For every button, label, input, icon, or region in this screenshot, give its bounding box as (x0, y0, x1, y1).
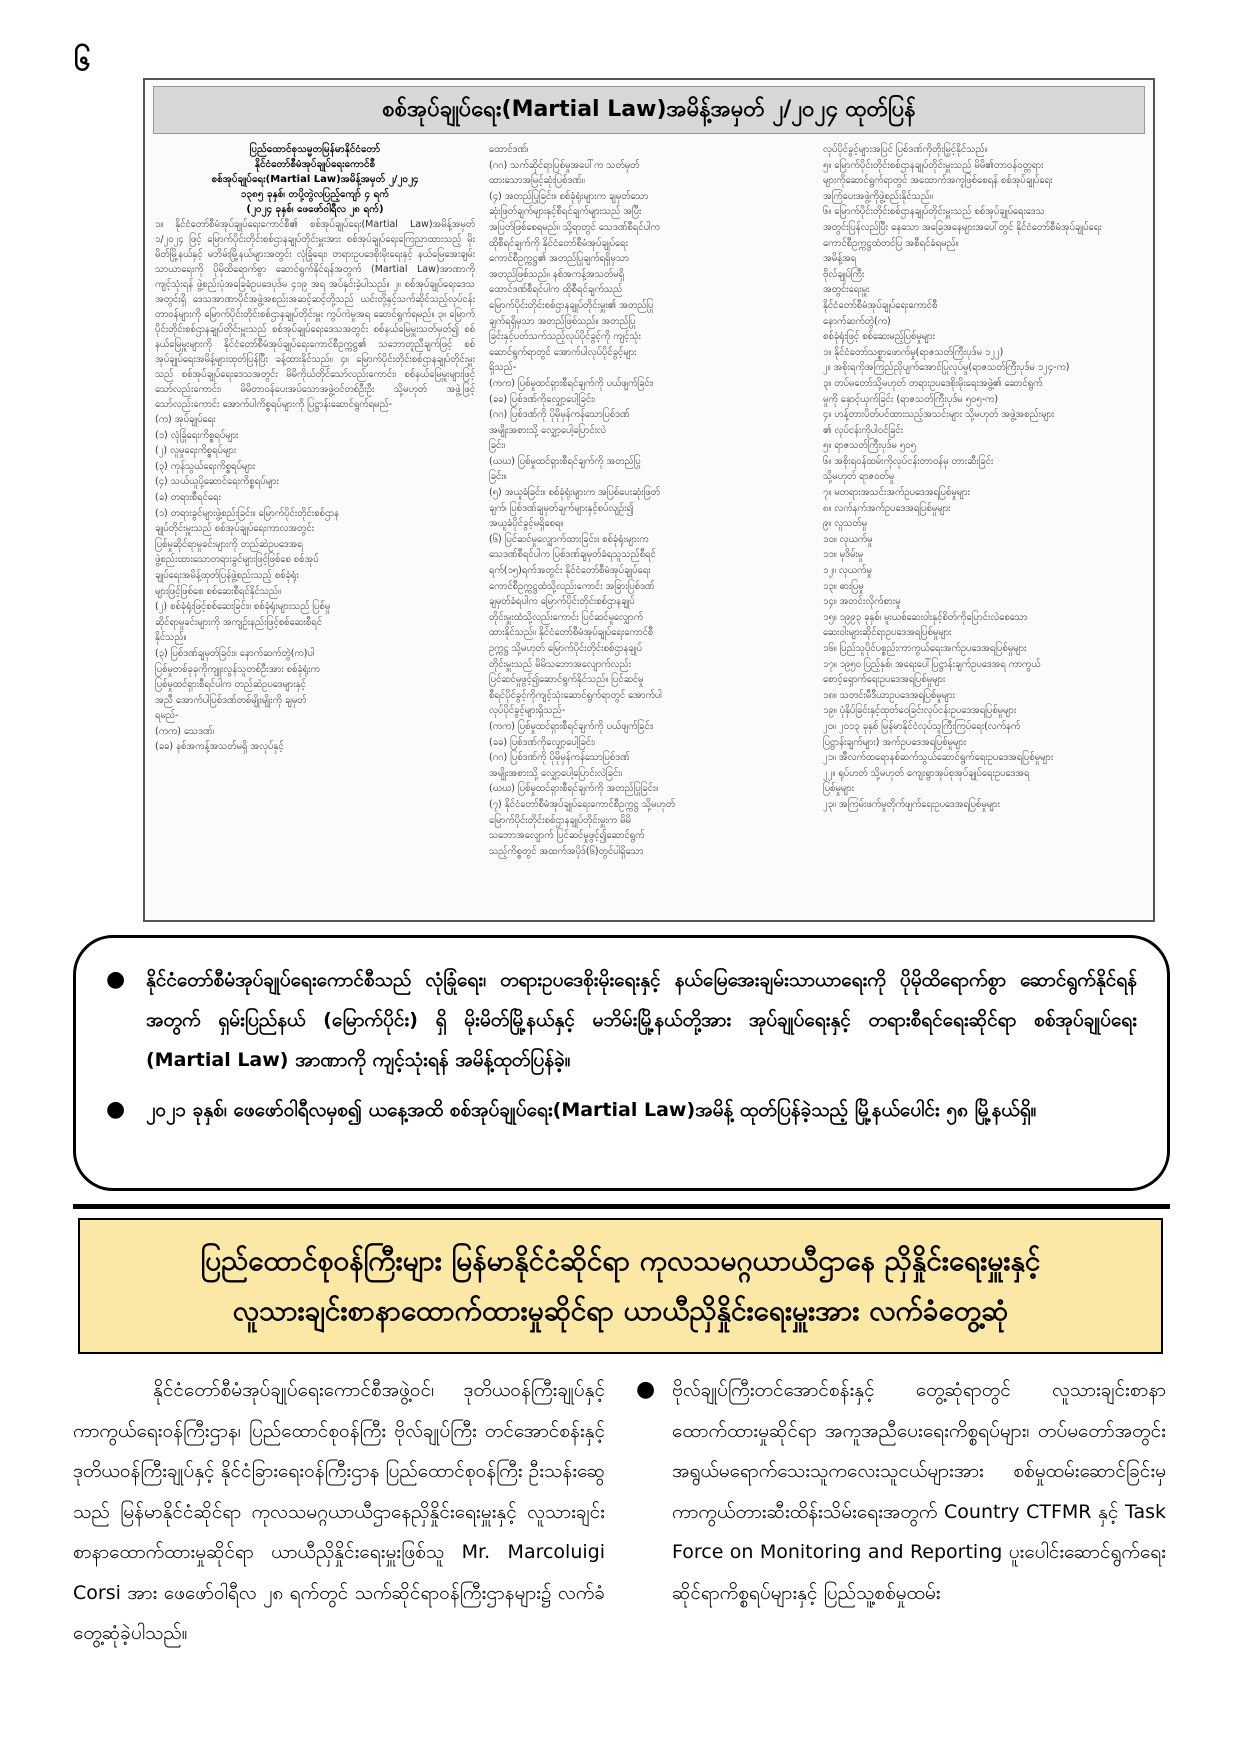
gazette-list-line: ဥက္ကဋ္ဌ သို့မဟုတ် မြောက်ပိုင်းတိုင်းစစ်ဌာနချုပ် (489, 643, 642, 654)
gazette-list-line: ချက်ရရှိမှသာ အတည်ဖြစ်သည်။ အတည်ပြု (489, 315, 636, 327)
gazette-list-line: ၁၆။ ပြည်သူပိုင်ပစ္စည်းကာကွယ်ရေးအက်ဥပဒေအရပြစ်မှုများ (823, 643, 1027, 654)
gazette-list-line: ၁၂။ လုယက်မှု (823, 565, 872, 577)
gazette-list-line: အတွင်းရေးမှူး (823, 284, 870, 296)
gazette-list-line: ပြဋ္ဌာန်းချက်များ) အက်ဥပဒေအရပြစ်မှုများ (823, 736, 967, 748)
gazette-list-line: လုပ်ပိုင်ခွင့်များရှိသည်- (489, 705, 566, 717)
gazette-list-line: ရက်(၁၅)ရက်အတွင်း နိုင်ငံတော်စီမံအုပ်ချုပ်ရေး (489, 565, 651, 577)
gazette-list-line: ၏ လုပ်ငန်းကိုပါဝင်ခြင်း (823, 424, 903, 436)
article-right-paragraph: ဗိုလ်ချုပ်ကြီးတင်အောင်စန်းနှင့် တွေ့ဆုံရာတွင် လူသားချင်းစာနာထောက်ထားမှုဆိုင်ရာ အကူအညီပေးရေးကိစ္စရပ်များ၊ တပ်မတော်အတွင်း အရွယ်မရောက်သေးသူကလေးသူငယ်များအား စစ်မှုထမ်းဆောင်ခြင်းမှ ကာကွယ်တားဆီးထိန်းသိမ်းရေးအတွက် Country CTFMR နှင့် Task Force on Monitoring and Reporting ပူးပေါင်းဆောင်ရွက်ရေးဆိုင်ရာကိစ္စရပ်များနှင့် ပြည်သူ့စစ်မှုထမ်း (672, 1379, 1166, 1604)
gazette-list-line: (ခခ) ပြစ်ဒဏ်ကိုလျှော့ပေါ့ခြင်း၊ (489, 736, 595, 748)
gazette-list-line: နိုင်ငံတော်စီမံအုပ်ချုပ်ရေးကောင်စီ (823, 299, 938, 311)
gazette-list-line: ချုပ်တိုင်းမှူးသည် စစ်အုပ်ချုပ်ရေးကာလအတွင်း (155, 523, 315, 535)
gazette-list-line: ဖွဲ့စည်းထားသောတရားခွင်များဖြင့်ဖြစ်စေ စစ်အုပ် (155, 554, 319, 566)
gazette-list-line: ၄။ ဟန့်တားပိတ်ပင်ထားသည့်အသင်းများ သို့မဟုတ် အဖွဲ့အစည်းများ (823, 409, 1055, 421)
gazette-list-line: တိုင်းမှူးသည် မိမိသဘောအလျောက်လည်း (489, 658, 632, 670)
gazette-list-line: ထိုစီရင်ချက်ကို နိုင်ငံတော်စီမံအုပ်ချုပ်ရေး (489, 237, 629, 249)
gazette-list-line: ပြစ်မှုထင်ရှားစီရင်ပါက တည်ဆဲဥပဒေများနှင့် (155, 679, 306, 691)
gazette-list-line: ၁၈။ သတင်းမီဒီယာဥပဒေအရပြစ်မှုများ (823, 689, 955, 701)
summary-item (106, 1090, 1137, 1130)
bullet-icon: ● (106, 967, 126, 992)
summary-item (106, 960, 1137, 1080)
gazette-list-line: အမျိုးအစားသို့ လျှော့ပေါ့ပြောင်းလဲခြင်း၊ (489, 767, 623, 779)
gazette-list-line: ၁၅။ ၁၉၉၃ ခုနှစ်၊ မူးယစ်ဆေးဝါးနှင့်စိတ်ကိုပြောင်းလဲစေသော (823, 611, 1028, 623)
gazette-list-line: (ကက) ပြစ်မှုထင်ရှားစီရင်ချက်ကို ပယ်ဖျက်ခြင်း၊ (489, 720, 654, 732)
gazette-list-line: ၁၃။ ဓားပြမှု (823, 580, 864, 592)
gazette-list-line: ပြစ်မှုတစ်ခုခုကိုကျူးလွန်သူတစ်ဦးအား စစ်ခုံရုံးက (155, 663, 320, 675)
gazette-list-line: (၃) ကုန်သွယ်ရေးကိစ္စရပ်များ (155, 460, 256, 472)
gazette-header-line: စစ်အုပ်ချုပ်ရေး(Martial Law)အမိန့်အမှတ် ၂/၂၀၂၄ (211, 174, 419, 185)
gazette-list-line: အညီ အောက်ပါပြစ်ဒဏ်တစ်မျိုးမျိုးကို ချမှတ် (155, 694, 307, 706)
gazette-list-line: သေဒဏ်စီရင်ပါက ပြစ်ဒဏ်ချမှတ်ခံရသူသည်စီရင် (489, 549, 656, 561)
gazette-list-line: ချုပ်ရေးအမိန့်ထုတ်ပြန်ဖွဲ့စည်းသည့် စစ်ခုံရုံး (155, 569, 299, 581)
gazette-list-line: အမျိုးအစားသို့ လျှော့ပေါ့ပြောင်းလဲ (489, 424, 606, 436)
gazette-list-line: ၉။ လူသတ်မှု (823, 518, 868, 530)
gazette-column-1 (155, 142, 475, 922)
headline-box (78, 1218, 1163, 1354)
gazette-list-line: ပြစ်မှုများ (823, 783, 855, 795)
gazette-list-line: (ဃဃ) ပြစ်မှုထင်ရှားစီရင်ချက်ကို အတည်ပြု (489, 455, 641, 467)
bullet-icon: ● (636, 1377, 656, 1402)
gazette-list-line: ထားသောအမြင့်ဆုံးပြစ်ဒဏ်။ (489, 175, 585, 187)
gazette-list-line: ၁၉။ ပုံနှိပ်ခြင်းနှင့်ထုတ်ဝေခြင်းလုပ်ငန်းဥပဒေအရပြစ်မှုများ (823, 705, 1017, 717)
gazette-list-line: ထောင်ဒဏ်၊ (489, 144, 529, 155)
gazette-list-line: ၇။ မတရားအသင်းအက်ဥပဒေအရပြစ်မှုများ (823, 487, 970, 499)
gazette-list-line: သည့်ကိစ္စတွင် အထက်အပိုဒ်(၆)တွင်ပါရှိသော (489, 845, 644, 857)
gazette-list-line: ၅။ ရာဇသတ်ကြီးပုဒ်မ ၅၀၅ (823, 440, 916, 452)
gazette-list-line: (ဂဂ) ပြစ်ဒဏ်ကို ပိုမိုမှန်ကန်သောပြစ်ဒဏ် (489, 752, 630, 764)
gazette-column-3 (823, 142, 1143, 922)
gazette-list-line: မြောက်ပိုင်းတိုင်းစစ်ဌာနချုပ်တိုင်းမှူးက မိမိ (489, 814, 631, 826)
gazette-header-line: ပြည်ထောင်စုသမ္မတမြန်မာနိုင်ငံတော် (249, 144, 381, 155)
gazette-list-line: ကောင်စီဥက္ကဋ္ဌထံသို့လည်းကောင်း အခြားပြစ်ဒဏ် (489, 580, 655, 592)
gazette-list-line: (၁) တရားခွင်များဖွဲ့စည်းခြင်း။ မြောက်ပိုင်းတိုင်းစစ်ဌာန (155, 507, 339, 519)
gazette-list-line: ၁။ နိုင်ငံတော်သစ္စာဖောက်မှု(ရာဇသတ်ကြီးပုဒ်မ ၁၂၂) (823, 346, 1004, 358)
gazette-list-line: ပြင်ဆင်မှုဖွင့်၍ဆောင်ရွက်နိုင်သည်။ ပြင်ဆင်မှု (489, 674, 644, 686)
gazette-list-line: ၆။ မြောက်ပိုင်းတိုင်းစစ်ဌာနချုပ်တိုင်းမှူးသည် စစ်အုပ်ချုပ်ရေးဒေသ (823, 206, 1045, 218)
gazette-list-line: အယူခံပိုင်ခွင့်မရှိစေရ။ (489, 518, 564, 530)
gazette-list-line: နောက်ဆက်တွဲ(က) (823, 315, 891, 327)
gazette-list-line: တိုင်းမှူးထံသို့လည်းကောင်း ပြင်ဆင်မှုလျှောက် (489, 611, 644, 623)
gazette-list-line: များဖြင့်ဖြစ်စေ စစ်ဆေးစီရင်နိုင်သည်။ (155, 585, 281, 597)
gazette-list-line: ထောင်ဒဏ်စီရင်ပါက ထိုစီရင်ချက်သည် (489, 284, 623, 296)
gazette-list-line: နိုင်သည်။ (155, 632, 187, 644)
gazette-list-line: (၄) အတည်ပြုခြင်း။ စစ်ခုံရုံးများက ချမှတ်သော (489, 190, 649, 202)
gazette-list-line: (ခခ) နစ်အကန့်အသတ်မရှိ အလုပ်နှင့် (155, 741, 284, 753)
gazette-list-line: ကောင်စီဥက္ကဋ္ဌထံတင်ပြ အစီရင်ခံရမည်။ (823, 237, 959, 249)
bullet-icon: ● (106, 1097, 126, 1122)
gazette-list-line: မှုကို နှောင့်ယှက်ခြင်း (ရာဇသတ်ကြီးပုဒ်မ ၅၀၅-က) (823, 393, 999, 405)
gazette-image (143, 78, 1155, 922)
gazette-list-line: လုပ်ပိုင်ခွင့်များအပြင် ပြစ်ဒဏ်ကိုတိုးမြှင့်နိုင်သည်။ (823, 144, 988, 155)
gazette-list-line: ထားနိုင်သည်။ နိုင်ငံတော်စီမံအုပ်ချုပ်ရေးကောင်စီ (489, 627, 654, 639)
gazette-header-line: နိုင်ငံတော်စီမံအုပ်ချုပ်ရေးကောင်စီ (254, 159, 376, 170)
gazette-list-line: (ဂဂ) သက်ဆိုင်ရာပြစ်မှုအပေါ်က သတ်မှတ် (489, 159, 640, 171)
gazette-list-line: ၈။ လက်နက်အက်ဥပဒေအရပြစ်မှုများ (823, 502, 951, 514)
gazette-list-line: အတည်ဖြစ်သည်။ နစ်အကန့်အသတ်မရှိ (489, 268, 625, 280)
gazette-list-line: ခြင်းနှင့်ပတ်သက်သည့်လုပ်ပိုင်ခွင့်ကို ကျင့်သုံး (489, 331, 641, 343)
gazette-list-line: အမိန့်အရ (823, 253, 857, 265)
gazette-list-line: ၁၀။ လုယက်မှု (823, 533, 873, 545)
gazette-list-line: ခြင်း၊ (489, 440, 506, 452)
gazette-list-line: ၂၂။ ရုပ်ဟတ် သို့မဟုတ် ကျေးရွာအုပ်စုအုပ်ချုပ်ရေးဥပဒေအရ (823, 767, 1030, 779)
gazette-list-line: (၆) ပြင်ဆင်မှုလျှောက်ထားခြင်း။ စစ်ခုံရုံးများက (489, 533, 649, 545)
summary-box (73, 935, 1170, 1191)
gazette-list-line: (၄) သယ်ယူပို့ဆောင်ရေးကိစ္စရပ်များ (155, 476, 279, 488)
gazette-list-line: (၂) စစ်ခုံရုံးဖြင့်စစ်ဆေးခြင်း။ စစ်ခုံရုံးများသည် ပြစ်မှု (155, 601, 331, 613)
page-number: ၆ (74, 43, 91, 78)
gazette-list-line: အပြတ်ဖြစ်စေရမည်။ သို့ရာတွင် သေဒဏ်စီရင်ပါက (489, 221, 660, 233)
gazette-list-line: (၃) ပြစ်ဒဏ်ချမှတ်ခြင်း။ နောက်ဆက်တွဲ(က)ပါ (155, 647, 315, 659)
gazette-list-line: ကောင်စီဥက္ကဋ္ဌ၏ အတည်ပြုချက်ရရှိမှသာ (489, 253, 629, 265)
gazette-list-line: ၃။ တပ်မတော်သို့မဟုတ် တရားဥပဒေစိုးမိုးရေးအဖွဲ့၏ ဆောင်ရွက် (823, 377, 1043, 389)
gazette-list-line: ပြစ်မှုဆိုင်ရာမှုခင်းများကို တည်ဆဲဥပဒေအရ (155, 538, 303, 550)
gazette-list-line: ရှိသည်- (489, 362, 517, 374)
article-right-column (636, 1370, 1166, 1613)
gazette-header-line: ၁၃၈၅ ခုနှစ်၊ တပို့တွဲလပြည့်ကျော် ၄ ရက် (240, 189, 390, 200)
headline-line-2: လူသားချင်းစာနာထောက်ထားမှုဆိုင်ရာ ယာယီညှိနှိုင်းရေးမှူးအား လက်ခံတွေ့ဆုံ (232, 1294, 1009, 1327)
summary-text: ၂၀၂၁ ခုနှစ်၊ ဖေဖော်ဝါရီလမှစ၍ ယနေ့အထိ စစ်အုပ်ချုပ်ရေး(Martial Law)အမိန့် ထုတ်ပြန်ခဲ့သည့် မြို့နယ်ပေါင်း ၅၈ မြို့နယ်ရှိ။ (146, 1099, 1037, 1121)
gazette-list-line: (၁) လုံခြုံရေးကိစ္စရပ်များ (155, 429, 239, 441)
gazette-list-line: ၁၇။ ၁၉၅၀ ပြည့်နှစ်၊ အရေးပေါ်ပြဋ္ဌာန်းချက်ဥပဒေအရ ကာကွယ် (823, 658, 1041, 670)
gazette-col1-text: ၁။ နိုင်ငံတော်စီမံအုပ်ချုပ်ရေးကောင်စီ၏ စစ်အုပ်ချုပ်ရေး(Martial Law)အမိန့်အမှတ် ၁/၂၀၂၄ ဖြင့် မြောက်ပိုင်းတိုင်းစစ်ဌာနချုပ်တိုင်းမှူးအား စစ်အုပ်ချုပ်ရေးကြေညာထားသည့် မိုးမိတ်မြို့နယ်နှင့် မဘိမ်းမြို့နယ်များအတွင်း လုံခြုံရေး၊ တရားဥပဒေစိုးမိုးရေးနှင့် နယ်မြေအေးချမ်းသာယာရေးကို ပိုမိုထိရောက်စွာ ဆောင်ရွက်နိုင်ရန်အတွက် (Martial Law)အာဏာကိုကျင့်သုံးရန် ဖွဲ့စည်းပုံအခြေခံဥပဒေပုဒ်မ ၄၁၉ အရ အပ်နှင်းခဲ့ပါသည်။ ၂။ စစ်အုပ်ချုပ်ရေးဒေသအတွင်းရှိ ဒေသအာဏာပိုင်အဖွဲ့အစည်းအဆင့်ဆင့်တို့သည် ယင်းတို့နှင့်သက်ဆိုင်သည့်လုပ်ငန်းတာဝန်များကို မြောက်ပိုင်းတိုင်းစစ်ဌာနချုပ်တိုင်းမှူး ကွပ်ကဲမှုအရ ဆောင်ရွက်ရမည်။ ၃။ မြောက်ပိုင်းတိုင်းစစ်ဌာနချုပ်တိုင်းမှူးသည် စစ်အုပ်ချုပ်ရေးဒေသအတွင်း စစ်နယ်မြေမှူးသတ်မှတ်၍ စစ်နယ်မြေမှူးများကို နိုင်ငံတော်စီမံအုပ်ချုပ်ရေးကောင်စီဥက္ကဋ္ဌ၏ သဘောတူညီချက်ဖြင့် စစ်အုပ်ချုပ်ရေးအမိန့်များထုတ်ပြန်ပြီး ခန့်ထားနိုင်သည်။ ၄။ မြောက်ပိုင်းတိုင်းစစ်ဌာနချုပ်တိုင်းမှူးသည် စစ်အုပ်ချုပ်ရေးဒေသအတွင်း မိမိကိုယ်တိုင်သော်လည်းကောင်း၊ စစ်နယ်မြေမှူးများဖြင့်သော်လည်းကောင်း၊ မိမိတာဝန်ပေးအပ်သောအဖွဲ့ဝင်တစ်ဦးဦး သို့မဟုတ် အဖွဲ့ဖြင့်သော်လည်းကောင်း အောက်ပါကိစ္စရပ်များကို ပြဋ္ဌာန်းဆောင်ရွက်ရမည်- (155, 219, 475, 410)
gazette-list-line: ရမည်- (155, 710, 179, 722)
gazette-list-line: ဆိုင်ရာမှုခင်းများကို အကျဉ်းနည်းဖြင့်စစ်ဆေးစီရင် (155, 616, 322, 628)
gazette-list-line: မြောက်ပိုင်းတိုင်းစစ်ဌာနချုပ်တိုင်းမှူး၏ အတည်ပြု (489, 299, 654, 311)
gazette-list-line: ၆။ အစိုးရဝန်ထမ်းကိုလုပ်ငန်းတာဝန်မှ တားဆီးခြင်း (823, 455, 994, 467)
gazette-list-line: စောင့်ရှောက်ရေးဥပဒေအရပြစ်မှုများ (823, 674, 946, 686)
gazette-list-line: (က) အုပ်ချုပ်ရေး (155, 414, 216, 425)
section-divider (73, 1204, 1170, 1209)
gazette-list-line: (ကက) သေဒဏ်၊ (155, 725, 215, 737)
gazette-list-line: ၁၄။ အတင်းလိုက်စားမှု (823, 596, 901, 608)
gazette-column-2 (489, 142, 809, 922)
gazette-list-line: စစ်ခုံရုံးဖြင့် စစ်ဆေးမည့်ပြစ်မှုများ (823, 331, 935, 343)
gazette-list-line: ၂၁။ အီလက်ထရောနစ်ဆက်သွယ်ဆောင်ရွက်ရေးဥပဒေအရပြစ်မှုများ (823, 752, 1054, 764)
gazette-list-line: (၅) အယူခံခြင်း။ စစ်ခုံရုံးများက အပြစ်ပေးဆုံးဖြတ် (489, 487, 660, 499)
gazette-list-line: အတွင်းပြန်လည်ပြီး နေသော အခြေအနေများအပေါ်တွင် နိုင်ငံတော်စီမံအုပ်ချုပ်ရေး (823, 221, 1102, 233)
headline-line-1: ပြည်ထောင်စုဝန်ကြီးများ မြန်မာနိုင်ငံဆိုင်ရာ ကုလသမဂ္ဂယာယီဌာနေ ညှိနှိုင်းရေးမှူးနှင့် (200, 1244, 1041, 1277)
gazette-list-line: များကိုဆောင်ရွက်ရာတွင် အထောက်အကူဖြစ်စေရန် စစ်အုပ်ချုပ်ရေး (823, 175, 1053, 187)
gazette-list-line: ၁၁။ မုဒိမ်းမှု (823, 549, 864, 561)
gazette-list-line: ဆောင်ရွက်ရာတွင် အောက်ပါလုပ်ပိုင်ခွင့်များ (489, 346, 637, 358)
article-left-column (73, 1370, 605, 1654)
gazette-list-line: (ဂဂ) ပြစ်ဒဏ်ကို ပိုမိုမှန်ကန်သောပြစ်ဒဏ် (489, 409, 630, 421)
summary-text: နိုင်ငံတော်စီမံအုပ်ချုပ်ရေးကောင်စီသည် လုံခြုံရေး၊ တရားဥပဒေစိုးမိုးရေးနှင့် နယ်မြေအေးချမ်းသာယာရေးကို ပိုမိုထိရောက်စွာ ဆောင်ရွက်နိုင်ရန်အတွက် ရှမ်းပြည်နယ် (မြောက်ပိုင်း) ရှိ မိုးမိတ်မြို့နယ်နှင့် မဘိမ်းမြို့နယ်တို့အား အုပ်ချုပ်ရေးနှင့် တရားစီရင်ရေးဆိုင်ရာ စစ်အုပ်ချုပ်ရေး (Martial Law) အာဏာကို ကျင့်သုံးရန် အမိန့်ထုတ်ပြန်ခဲ့။ (146, 969, 1137, 1071)
gazette-list-line: (ဃဃ) ပြစ်မှုထင်ရှားစီရင်ချက်ကို အတည်ပြုခြင်း။ (489, 783, 659, 795)
gazette-list-line: ချက်၊ ပြစ်ဒဏ်ချမှတ်ချက်များနှင့်စပ်လျဉ်း၍ (489, 502, 634, 514)
gazette-list-line: (ခ) တရားစီရင်ရေး (155, 491, 221, 503)
gazette-list-line: ၂၃။ အကြမ်းဖက်မှုတိုက်ဖျက်ရေးဥပဒေအရပြစ်မှုများ (823, 798, 1000, 810)
article-left-paragraph: နိုင်ငံတော်စီမံအုပ်ချုပ်ရေးကောင်စီအဖွဲ့ဝင်၊ ဒုတိယဝန်ကြီးချုပ်နှင့် ကာကွယ်ရေးဝန်ကြီးဌာန၊ ပြည်ထောင်စုဝန်ကြီး ဗိုလ်ချုပ်ကြီး တင်အောင်စန်းနှင့် ဒုတိယဝန်ကြီးချုပ်နှင့် နိုင်ငံခြားရေးဝန်ကြီးဌာန ပြည်ထောင်စုဝန်ကြီး ဦးသန်းဆွေသည် မြန်မာနိုင်ငံဆိုင်ရာ ကုလသမဂ္ဂယာယီဌာနေညှိနှိုင်းရေးမှူးနှင့် လူသားချင်းစာနာထောက်ထားမှုဆိုင်ရာ ယာယီညှိနှိုင်းရေးမှူးဖြစ်သူ Mr. Marcoluigi Corsi အား ဖေဖော်ဝါရီလ ၂၈ ရက်တွင် သက်ဆိုင်ရာဝန်ကြီးဌာနများ၌ လက်ခံတွေ့ဆုံခဲ့ပါသည်။ (73, 1379, 606, 1644)
gazette-title: စစ်အုပ်ချုပ်ရေး(Martial Law)အမိန့်အမှတ် ၂/၂၀၂၄ ထုတ်ပြန် (153, 86, 1145, 134)
gazette-list-line: ၂။ အစိုးရကိုအကြည်ညိုပျက်အောင်ပြုလုပ်မှု(ရာဇသတ်ကြီးပုဒ်မ ၁၂၄-က) (823, 362, 1070, 374)
gazette-list-line: (၂) လူမှုရေးကိစ္စရပ်များ (155, 445, 237, 457)
gazette-list-line: (ခခ) ပြစ်ဒဏ်ကိုလျှော့ပေါ့ခြင်း၊ (489, 393, 595, 405)
gazette-list-line: ဗိုလ်ချုပ်ကြီး (823, 268, 865, 280)
gazette-list-line: ၂၀။ ၂၀၁၃ ခုနှစ် မြန်မာနိုင်ငံလုပ်သူကြီးကြပ်ရေး(လက်နက် (823, 720, 1021, 732)
gazette-list-line: သဘောအလျောက် ပြင်ဆင်မှုဖွင့်၍ဆောင်ရွက် (489, 830, 645, 842)
gazette-list-line: ၅။ မြောက်ပိုင်းတိုင်းစစ်ဌာနချုပ်တိုင်းမှူးသည် မိမိ၏တာဝန်ဝတ္တရား (823, 159, 1044, 171)
gazette-list-line: စီရင်ပိုင်ခွင့်ကိုကျင့်သုံးဆောင်ရွက်ရာတွင် အောက်ပါ (489, 689, 662, 701)
gazette-list-line: ခြင်း။ (489, 471, 507, 483)
gazette-list-line: အကြံပေးအဖွဲ့ကိုဖွဲ့စည်းနိုင်သည်။ (823, 190, 933, 202)
gazette-list-line: (၇) နိုင်ငံတော်စီမံအုပ်ချုပ်ရေးကောင်စီဥက္ကဋ္ဌ သို့မဟုတ် (489, 798, 675, 810)
gazette-list-line: ဆုံးဖြတ်ချက်များနှင့်စီရင်ချက်များသည် အပြီး (489, 206, 642, 218)
gazette-list-line: (ကက) ပြစ်မှုထင်ရှားစီရင်ချက်ကို ပယ်ဖျက်ခြင်း၊ (489, 377, 654, 389)
gazette-header-line: (၂၀၂၄ ခုနှစ်၊ ဖေဖော်ဝါရီလ ၂၈ ရက်) (246, 204, 384, 215)
gazette-list-line: ချမှတ်ခံရပါက မြောက်ပိုင်းတိုင်းစစ်ဌာနချုပ် (489, 596, 635, 608)
gazette-list-line: ဆေးဝါးများဆိုင်ရာဥပဒေအရပြစ်မှုများ (823, 627, 952, 639)
gazette-list-line: သို့မဟုတ် ရာဇဝတ်မှု (823, 471, 895, 483)
